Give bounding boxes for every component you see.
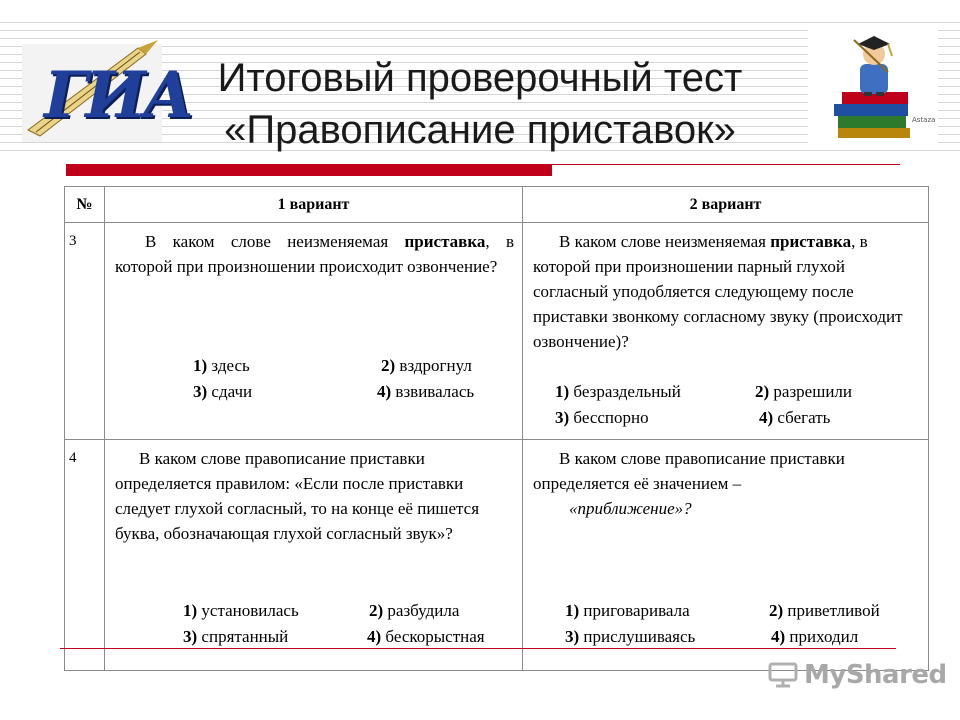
bottom-red-line: [60, 648, 896, 649]
watermark: [768, 660, 947, 690]
gia-logo: [18, 38, 192, 146]
page-title: [150, 52, 810, 156]
table-header-row: [65, 187, 929, 223]
test-table: [64, 186, 929, 671]
question-cell-v2: [523, 440, 929, 671]
answer-option: 3) прислушиваясь: [565, 627, 696, 646]
answer-option: 1) здесь: [193, 356, 250, 375]
answer-option: 4) приходил: [771, 627, 859, 646]
answer-option: 4) взвивалась: [377, 382, 475, 401]
question-text: В каком слове неизменяемая приставка, в которой при произношении парный глухой согласный уподобляется следующему после приставки звонкому согласному звуку (происходит озвончение)?: [533, 232, 903, 351]
answer-options: [105, 598, 522, 650]
answer-option: 4) бескорыстная: [367, 627, 485, 646]
answer-options: [523, 598, 928, 650]
answer-option: 3) бесспорно: [555, 408, 649, 427]
question-cell-v2: [523, 223, 929, 440]
answer-option: 2) разрешили: [755, 382, 852, 401]
title-underline-bar: [66, 164, 552, 176]
question-cell-v1: [105, 223, 523, 440]
title-underline-thin: [552, 164, 900, 165]
question-number: 4: [65, 440, 105, 671]
watermark-text: MyShared: [804, 660, 947, 690]
answer-option: 2) вздрогнул: [381, 356, 472, 375]
table-row: [65, 223, 929, 440]
question-text: В каком слове неизменяемая приставка, в которой при произношении происходит озвончение?: [115, 232, 514, 276]
title-line-1: Итоговый проверочный тест: [217, 56, 743, 100]
answer-option: 2) разбудила: [369, 601, 460, 620]
answer-option: 1) приговаривала: [565, 601, 690, 620]
answer-option: 1) установилась: [183, 601, 299, 620]
question-cell-v1: [105, 440, 523, 671]
question-text: В каком слове правописание приставки определяется её значением – «приближение»?: [533, 449, 845, 518]
answer-options: [523, 379, 928, 431]
title-line-2: «Правописание приставок»: [224, 108, 736, 152]
header-variant-2: 2 вариант: [523, 187, 929, 223]
header-variant-1: 1 вариант: [105, 187, 523, 223]
clipart-label: Astaza: [912, 116, 936, 124]
answer-option: 3) сдачи: [193, 382, 253, 401]
answer-option: 2) приветливой: [769, 601, 880, 620]
answer-option: 3) спрятанный: [183, 627, 289, 646]
question-text: В каком слове правописание приставки определяется правилом: «Если после приставки следует глухой согласный, то на конце её пишется буква, обозначающая глухой согласный звук»?: [115, 449, 480, 543]
teacher-clipart: [808, 30, 938, 145]
answer-option: 4) сбегать: [759, 408, 831, 427]
answer-option: 1) безраздельный: [555, 382, 681, 401]
teacher-on-books-icon: [808, 30, 938, 145]
gia-logo-text: ГИА: [44, 58, 192, 133]
question-number: 3: [65, 223, 105, 440]
table-row: [65, 440, 929, 671]
presentation-icon: [768, 662, 798, 688]
header-num: №: [65, 187, 105, 223]
answer-options: [105, 353, 522, 405]
